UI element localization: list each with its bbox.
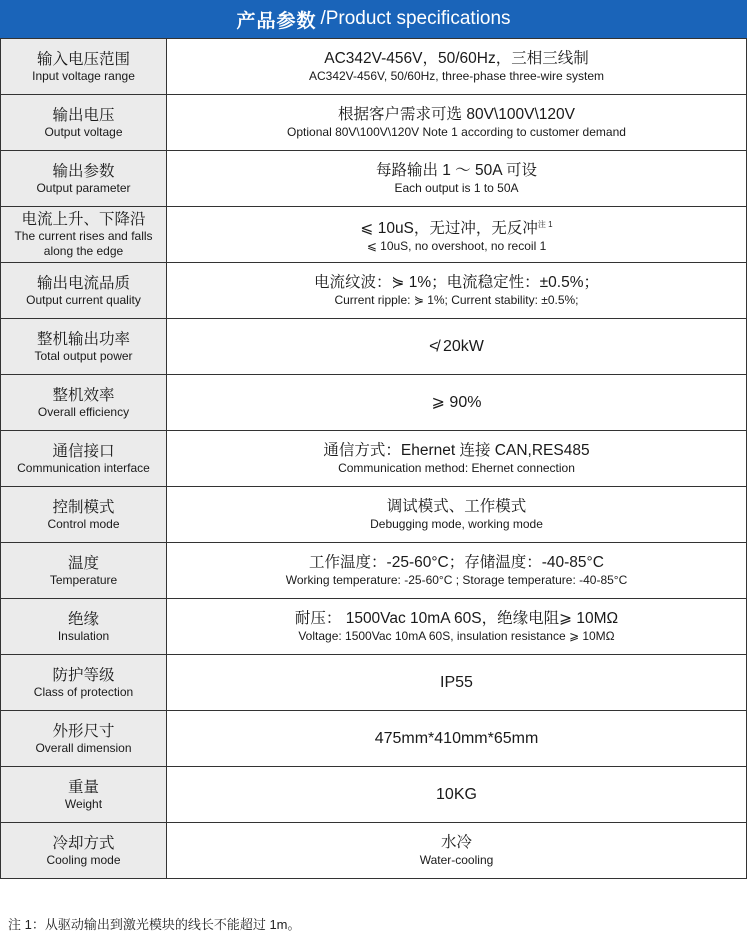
spec-label-zh: 冷却方式 [52, 834, 115, 852]
spec-label-en: Weight [64, 796, 103, 811]
spec-row [1, 767, 747, 823]
spec-value-zh: ⩽ 10uS，无过冲，无反冲 [360, 220, 538, 238]
spec-label-zh: 输出参数 [52, 162, 115, 180]
spec-value-en: AC342V-456V, 50/60Hz, three-phase three-wire system [308, 69, 605, 83]
spec-label-cell [1, 655, 167, 711]
spec-label-zh: 整机输出功率 [36, 330, 130, 348]
spec-label-en: Insulation [57, 628, 110, 643]
spec-value-cell [167, 39, 747, 95]
spec-value-zh: 耐压： 1500Vac 10mA 60S，绝缘电阻⩾ 10MΩ [294, 610, 619, 627]
spec-value-zh: 通信方式：Ehernet 连接 CAN,RES485 [323, 442, 590, 459]
spec-value-zh: ≮ 20kW [429, 337, 484, 355]
spec-label-en: Overall efficiency [37, 404, 130, 419]
spec-label-cell [1, 151, 167, 207]
spec-value-cell [167, 487, 747, 543]
spec-row [1, 655, 747, 711]
spec-row [1, 207, 747, 263]
spec-row [1, 823, 747, 879]
spec-label-zh: 通信接口 [52, 442, 115, 460]
spec-label-en: Total output power [34, 348, 133, 363]
spec-label-cell [1, 39, 167, 95]
spec-row [1, 599, 747, 655]
spec-label-zh: 温度 [67, 554, 99, 572]
spec-value-en: Debugging mode, working mode [370, 517, 543, 531]
spec-label-cell [1, 319, 167, 375]
spec-label-zh: 外形尺寸 [52, 722, 115, 740]
spec-value-zh: IP55 [440, 673, 473, 691]
spec-label-zh: 绝缘 [67, 610, 99, 628]
spec-label-en: Temperature [49, 572, 118, 587]
spec-label-cell [1, 767, 167, 823]
spec-value-zh: 调试模式、工作模式 [386, 498, 527, 515]
header-title-en: /Product specifications [320, 8, 511, 29]
spec-value-en: Voltage: 1500Vac 10mA 60S, insulation resistance ⩾ 10MΩ [298, 629, 615, 643]
header-title-zh: 产品参数 [236, 10, 317, 32]
spec-value-cell [167, 263, 747, 319]
spec-value-zh: 每路输出 1 ～ 50A 可设 [375, 162, 538, 179]
spec-label-en: Communication interface [17, 460, 150, 475]
spec-value-cell [167, 767, 747, 823]
spec-value-en: Communication method: Ehernet connection [338, 461, 575, 475]
spec-row [1, 431, 747, 487]
spec-row [1, 487, 747, 543]
spec-row [1, 39, 747, 95]
spec-value-note: 注 1 [537, 219, 553, 229]
spec-row [1, 319, 747, 375]
spec-row [1, 543, 747, 599]
spec-label-zh: 输入电压范围 [36, 50, 130, 68]
spec-value-cell [167, 207, 747, 263]
spec-value-cell [167, 375, 747, 431]
spec-label-zh: 重量 [67, 778, 99, 796]
spec-label-en: Overall dimension [35, 740, 132, 755]
spec-label-en: Class of protection [33, 684, 134, 699]
spec-label-cell [1, 375, 167, 431]
spec-value-en: Current ripple: ⋟ 1%; Current stability: ±0.5%; [334, 293, 579, 307]
spec-label-cell [1, 543, 167, 599]
spec-label-cell [1, 95, 167, 151]
spec-label-cell [1, 487, 167, 543]
spec-value-en: Water-cooling [419, 853, 494, 867]
spec-value-zh: 水冷 [440, 834, 472, 851]
spec-header [0, 0, 747, 38]
spec-value-cell [167, 95, 747, 151]
spec-label-zh: 控制模式 [52, 498, 115, 516]
spec-label-zh: 整机效率 [52, 386, 115, 404]
spec-table [0, 38, 747, 879]
spec-label-en: Cooling mode [46, 852, 121, 867]
spec-label-en: Output current quality [26, 292, 141, 307]
spec-value-en: Each output is 1 to 50A [394, 181, 519, 195]
spec-value-zh: 根据客户需求可选 80V\100V\120V [338, 106, 575, 123]
spec-value-zh: AC342V-456V，50/60Hz，三相三线制 [324, 50, 589, 67]
spec-value-cell [167, 711, 747, 767]
spec-label-cell [1, 263, 167, 319]
spec-row [1, 375, 747, 431]
spec-value-cell [167, 319, 747, 375]
spec-label-en: The current rises and falls along the edge [14, 229, 153, 258]
spec-label-en: Output voltage [44, 124, 123, 139]
spec-value-zh: ⩾ 90% [431, 393, 482, 411]
spec-value-cell [167, 543, 747, 599]
footnote: 注 1：从驱动输出到激光模块的线长不能超过 1m。 [8, 917, 301, 932]
spec-value-cell [167, 599, 747, 655]
spec-label-cell [1, 711, 167, 767]
spec-label-cell [1, 599, 167, 655]
spec-label-cell [1, 823, 167, 879]
spec-row [1, 151, 747, 207]
spec-value-cell [167, 151, 747, 207]
spec-label-zh: 电流上升、下降沿 [21, 211, 146, 228]
spec-label-zh: 输出电压 [52, 106, 115, 124]
spec-value-en: ⩽ 10uS, no overshoot, no recoil 1 [366, 239, 547, 254]
spec-label-en: Control mode [47, 516, 120, 531]
spec-value-cell [167, 431, 747, 487]
spec-row [1, 95, 747, 151]
spec-label-en: Input voltage range [32, 68, 135, 83]
spec-label-zh: 防护等级 [52, 666, 115, 684]
spec-value-cell [167, 823, 747, 879]
spec-value-en: Optional 80V\100V\120V Note 1 according to customer demand [287, 125, 626, 139]
spec-value-zh: 电流纹波：⋟ 1%；电流稳定性：±0.5%； [313, 274, 600, 291]
spec-value-en: Working temperature: -25-60°C ; Storage temperature: -40-85°C [285, 573, 628, 587]
spec-value-zh: 10KG [436, 785, 477, 803]
spec-label-zh: 输出电流品质 [36, 274, 130, 292]
spec-value-cell [167, 655, 747, 711]
spec-row [1, 263, 747, 319]
spec-value-zh: 工作温度：-25-60°C；存储温度：-40-85°C [309, 554, 604, 571]
spec-value-zh: 475mm*410mm*65mm [374, 729, 539, 747]
spec-label-cell [1, 207, 167, 263]
spec-label-cell [1, 431, 167, 487]
spec-row [1, 711, 747, 767]
spec-label-en: Output parameter [36, 180, 131, 195]
